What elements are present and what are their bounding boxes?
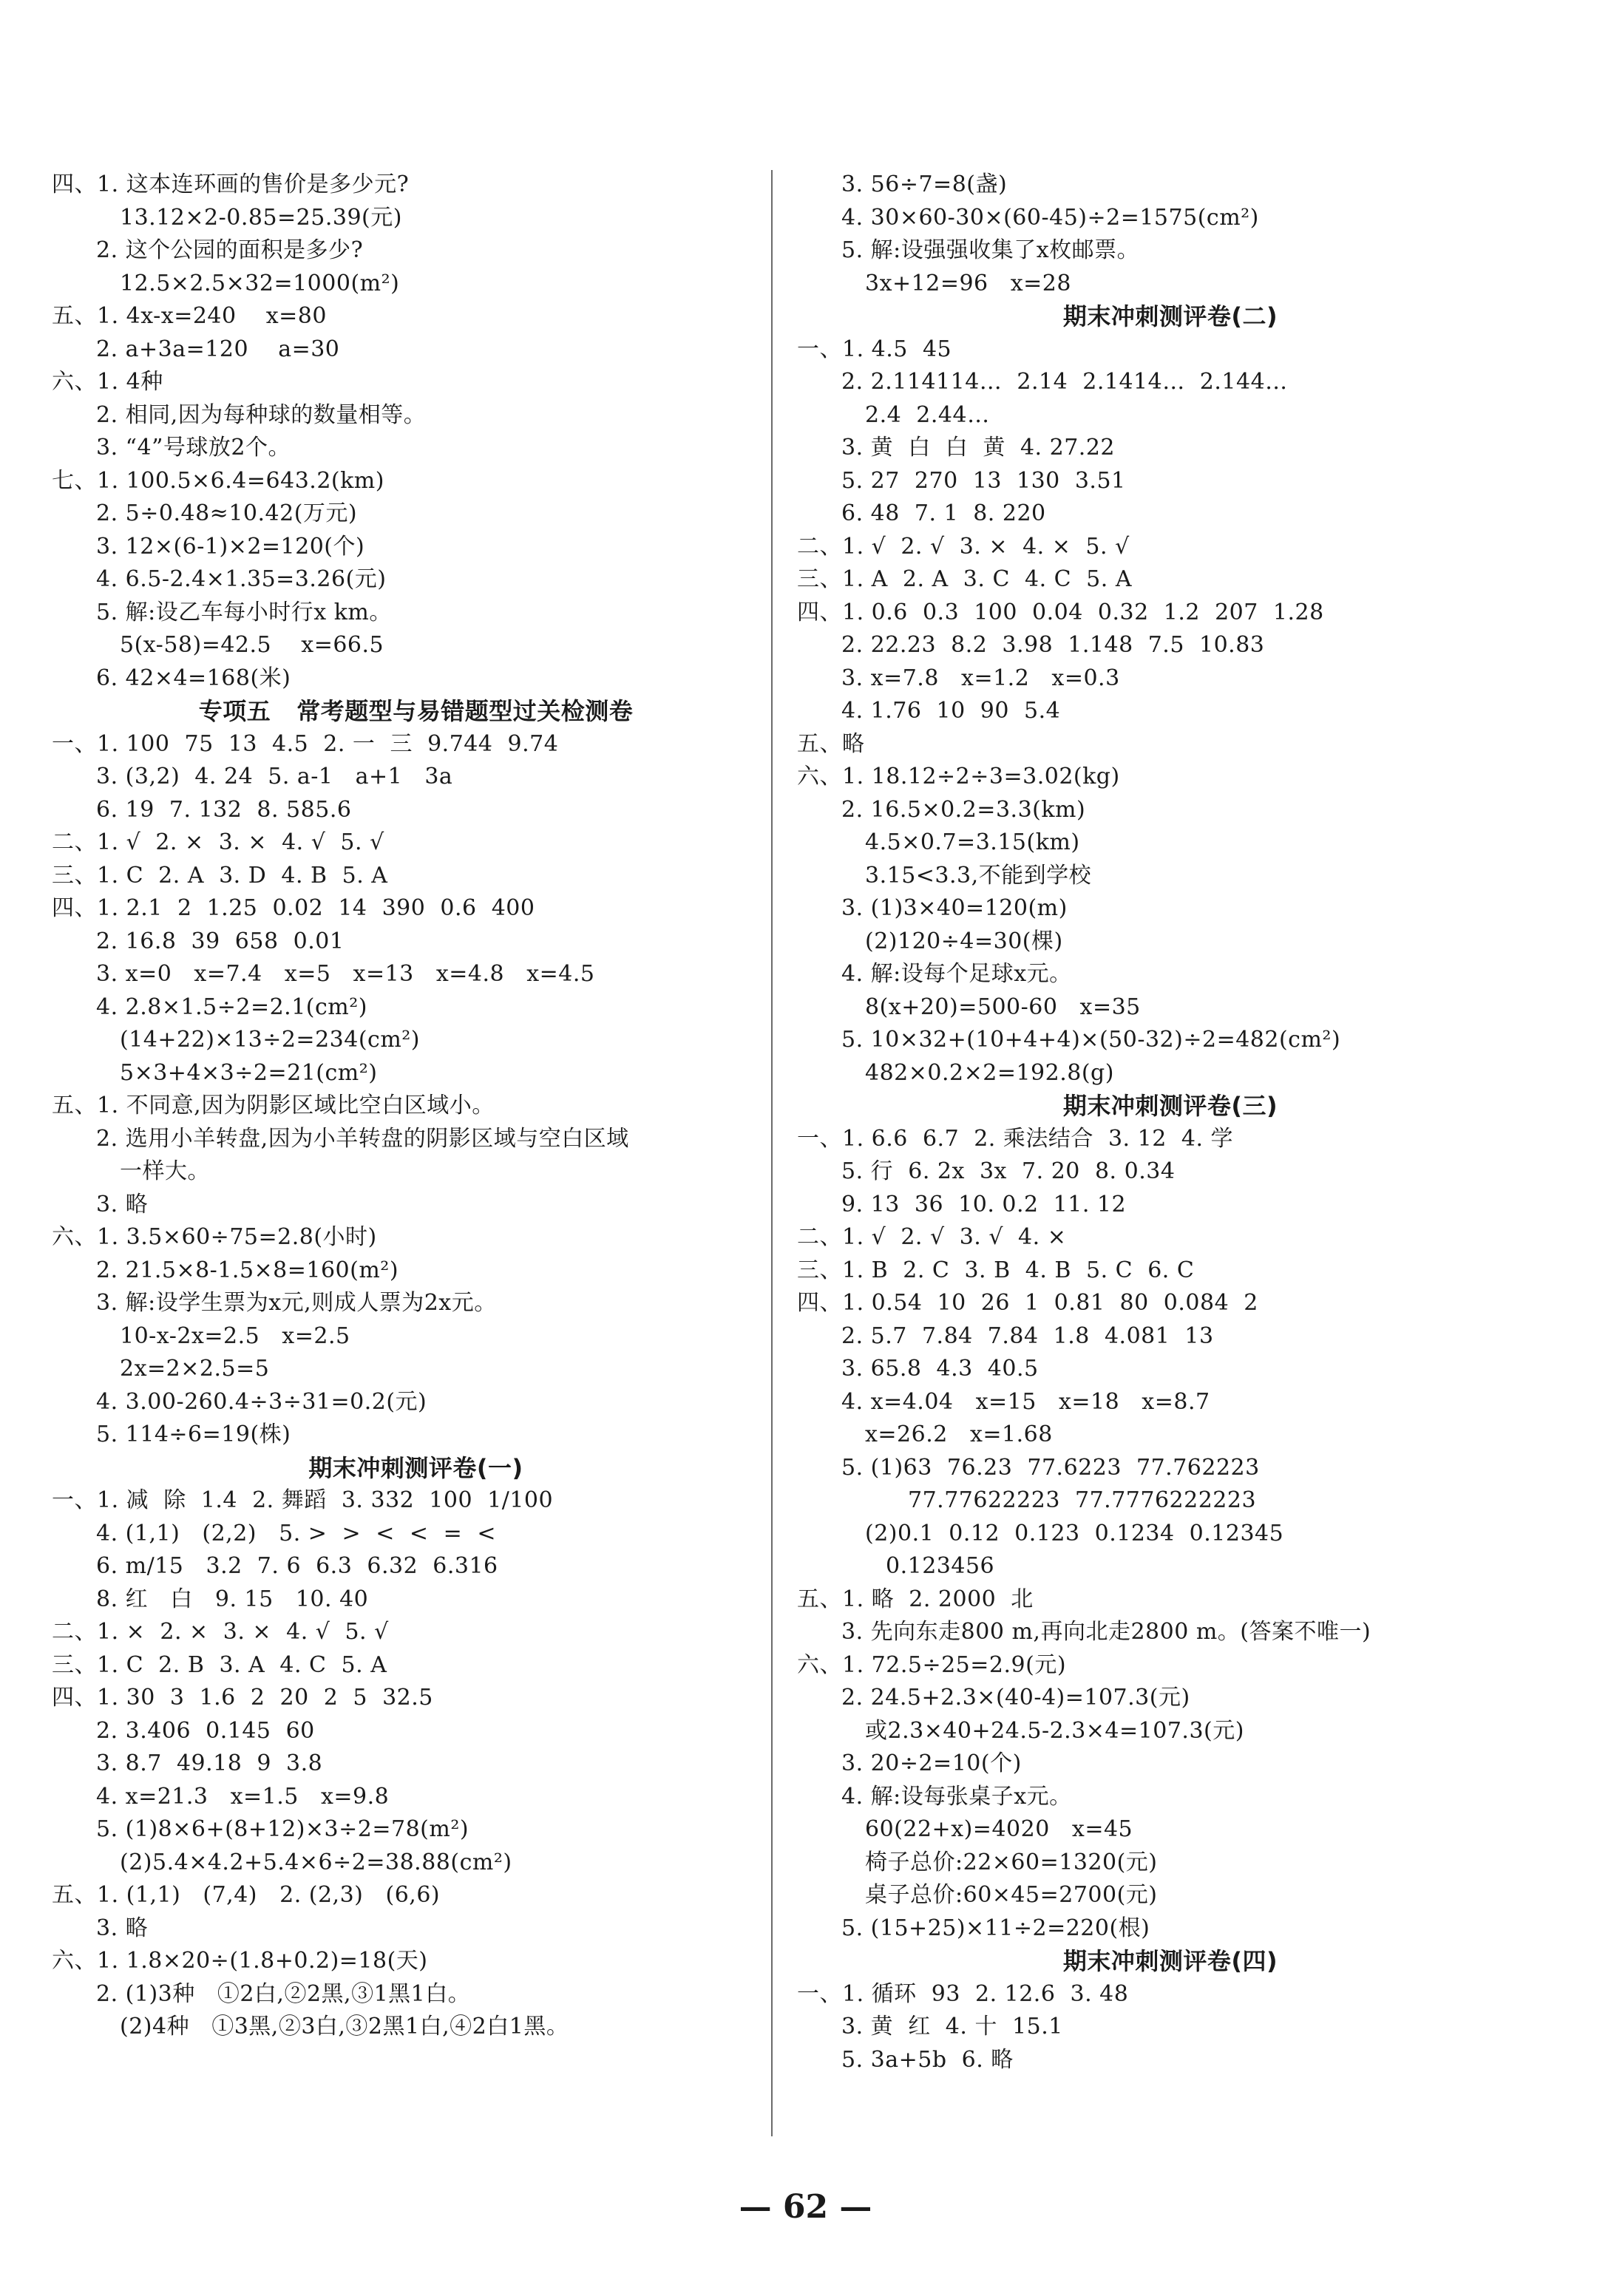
answer-line: 2. 选用小羊转盘,因为小羊转盘的阴影区域与空白区域 <box>96 1125 629 1152</box>
answer-line: 六、1. 18.12÷2÷3=3.02(kg) <box>797 764 1120 789</box>
answer-line: 2. 5.7 7.84 7.84 1.8 4.081 13 <box>841 1322 1214 1349</box>
answer-line: 2. a+3a=120 a=30 <box>96 336 340 362</box>
answer-line: 2. 16.5×0.2=3.3(km) <box>841 796 1086 823</box>
answer-line: 三、1. C 2. B 3. A 4. C 5. A <box>52 1651 387 1678</box>
answer-line: 6. m/15 3.2 7. 6 6.3 6.32 6.316 <box>96 1553 498 1579</box>
answer-line: 3. 略 <box>96 1915 149 1941</box>
answer-line: 4. 2.8×1.5÷2=2.1(cm²) <box>96 994 367 1020</box>
answer-line: 四、1. 30 3 1.6 2 20 2 5 32.5 <box>52 1685 433 1711</box>
answer-line: 五、1. 略 2. 2000 北 <box>797 1586 1034 1612</box>
answer-line: 12.5×2.5×32=1000(m²) <box>120 270 400 296</box>
answer-line: 4. 3.00-260.4÷3÷31=0.2(元) <box>96 1388 427 1415</box>
answer-line: 3. (1)3×40=120(m) <box>841 895 1068 921</box>
answer-line: 2. 16.8 39 658 0.01 <box>96 928 345 954</box>
answer-line: 3. 黄 红 4. 十 15.1 <box>841 2014 1063 2039</box>
answer-line: 一样大。 <box>120 1158 210 1184</box>
answer-line: 五、1. 不同意,因为阴影区域比空白区域小。 <box>52 1093 495 1118</box>
answer-line: 10-x-2x=2.5 x=2.5 <box>120 1322 350 1349</box>
answer-line: 一、1. 减 除 1.4 2. 舞蹈 3. 332 100 1/100 <box>52 1487 554 1513</box>
right-column <box>797 169 1544 2076</box>
answer-line: 5. 27 270 13 130 3.51 <box>841 467 1126 494</box>
answer-line: 桌子总价:60×45=2700(元) <box>865 1882 1158 1908</box>
answer-line: 4. x=4.04 x=15 x=18 x=8.7 <box>841 1388 1210 1415</box>
answer-line: 60(22+x)=4020 x=45 <box>865 1816 1133 1842</box>
answer-line: 3. 先向东走800 m,再向北走2800 m。(答案不唯一) <box>841 1619 1371 1645</box>
answer-line: 3. x=7.8 x=1.2 x=0.3 <box>841 665 1120 691</box>
answer-line: 一、1. 4.5 45 <box>797 336 952 362</box>
answer-line: 3. 20÷2=10(个) <box>841 1750 1022 1776</box>
answer-line: 4. 30×60-30×(60-45)÷2=1575(cm²) <box>841 204 1259 231</box>
answer-line: 6. 42×4=168(米) <box>96 665 291 691</box>
answer-line: 13.12×2-0.85=25.39(元) <box>120 204 402 231</box>
answer-line: 二、1. √ 2. √ 3. √ 4. × <box>797 1224 1067 1250</box>
answer-line: 2. 22.23 8.2 3.98 1.148 7.5 10.83 <box>841 632 1265 658</box>
answer-line: 4.5×0.7=3.15(km) <box>865 829 1080 855</box>
answer-line: 8. 红 白 9. 15 10. 40 <box>96 1586 369 1612</box>
answer-line: 3. 8.7 49.18 9 3.8 <box>96 1750 323 1776</box>
answer-line: 3. 65.8 4.3 40.5 <box>841 1356 1039 1382</box>
answer-line: 三、1. C 2. A 3. D 4. B 5. A <box>52 862 388 889</box>
section-heading: 期末冲刺测评卷(二) <box>1062 302 1278 330</box>
answer-line: 2. 3.406 0.145 60 <box>96 1717 315 1744</box>
answer-line: 五、1. (1,1) (7,4) 2. (2,3) (6,6) <box>52 1882 441 1908</box>
answer-line: 4. (1,1) (2,2) 5. > > < < = < <box>96 1520 496 1546</box>
answer-line: 5. 3a+5b 6. 略 <box>841 2046 1014 2073</box>
answer-line: 4. 1.76 10 90 5.4 <box>841 698 1061 724</box>
answer-line: 3. 解:设学生票为x元,则成人票为2x元。 <box>96 1290 497 1316</box>
answer-line: 2. 21.5×8-1.5×8=160(m²) <box>96 1257 399 1283</box>
answer-line: 4. 解:设每张桌子x元。 <box>841 1783 1072 1810</box>
section-heading: 期末冲刺测评卷(三) <box>1062 1092 1278 1120</box>
answer-line: 四、1. 2.1 2 1.25 0.02 14 390 0.6 400 <box>52 895 535 921</box>
section-heading: 期末冲刺测评卷(一) <box>308 1453 523 1482</box>
answer-line: 4. 6.5-2.4×1.35=3.26(元) <box>96 566 387 592</box>
answer-line: (2)0.1 0.12 0.123 0.1234 0.12345 <box>865 1520 1284 1546</box>
answer-line: 六、1. 1.8×20÷(1.8+0.2)=18(天) <box>52 1948 428 1974</box>
answer-line: 二、1. × 2. × 3. × 4. √ 5. √ <box>52 1619 389 1645</box>
section-heading: 专项五 常考题型与易错题型过关检测卷 <box>198 697 634 725</box>
answer-line: 一、1. 循环 93 2. 12.6 3. 48 <box>797 1980 1129 2007</box>
page-number: — 62 — <box>739 2188 872 2226</box>
answer-line: 5. (1)63 76.23 77.6223 77.762223 <box>841 1454 1260 1481</box>
answer-line: 2. 24.5+2.3×(40-4)=107.3(元) <box>841 1685 1190 1711</box>
answer-line: 3. x=0 x=7.4 x=5 x=13 x=4.8 x=4.5 <box>96 961 595 987</box>
answer-line: 4. x=21.3 x=1.5 x=9.8 <box>96 1783 390 1810</box>
answer-line: x=26.2 x=1.68 <box>865 1422 1053 1447</box>
answer-line: 4. 解:设每个足球x元。 <box>841 961 1072 987</box>
answer-line: 三、1. A 2. A 3. C 4. C 5. A <box>797 566 1132 592</box>
answer-line: 2.4 2.44… <box>865 401 990 428</box>
answer-line: 5×3+4×3÷2=21(cm²) <box>120 1059 378 1086</box>
answer-line: 二、1. √ 2. × 3. × 4. √ 5. √ <box>52 829 384 855</box>
answer-line: 5(x-58)=42.5 x=66.5 <box>120 632 384 658</box>
answer-line: 或2.3×40+24.5-2.3×4=107.3(元) <box>865 1717 1244 1744</box>
answer-line: 四、1. 0.6 0.3 100 0.04 0.32 1.2 207 1.28 <box>797 599 1324 625</box>
left-column <box>52 169 780 2044</box>
answer-line: 2. 2.114114… 2.14 2.1414… 2.144… <box>841 369 1288 395</box>
answer-line: 3. 黄 白 白 黄 4. 27.22 <box>841 435 1115 461</box>
answer-line: 2. 这个公园的面积是多少? <box>96 237 364 263</box>
answer-line: 六、1. 4种 <box>52 369 163 395</box>
section-heading: 期末冲刺测评卷(四) <box>1062 1947 1278 1975</box>
answer-line: 3. 56÷7=8(盏) <box>841 171 1008 197</box>
answer-line: (14+22)×13÷2=234(cm²) <box>120 1027 421 1053</box>
answer-line: (2)4种 ①3黑,②3白,③2黑1白,④2白1黑。 <box>120 2014 569 2039</box>
answer-line: 2. 5÷0.48≈10.42(万元) <box>96 500 358 526</box>
answer-line: 5. 行 6. 2x 3x 7. 20 8. 0.34 <box>841 1158 1176 1184</box>
answer-line: 一、1. 100 75 13 4.5 2. 一 三 9.744 9.74 <box>52 730 559 757</box>
answer-line: 七、1. 100.5×6.4=643.2(km) <box>52 467 384 494</box>
answer-line: 2. 相同,因为每种球的数量相等。 <box>96 401 427 428</box>
answer-line: 3. (3,2) 4. 24 5. a-1 a+1 3a <box>96 764 453 789</box>
answer-line: 3.15<3.3,不能到学校 <box>865 862 1092 889</box>
answer-line: 6. 48 7. 1 8. 220 <box>841 500 1046 526</box>
answer-line: 482×0.2×2=192.8(g) <box>865 1059 1114 1086</box>
answer-line: 8(x+20)=500-60 x=35 <box>865 994 1141 1020</box>
answer-line: 9. 13 36 10. 0.2 11. 12 <box>841 1191 1127 1217</box>
answer-line: 5. 解:设强强收集了x枚邮票。 <box>841 237 1140 263</box>
answer-line: 六、1. 72.5÷25=2.9(元) <box>797 1651 1067 1678</box>
answer-line: 六、1. 3.5×60÷75=2.8(小时) <box>52 1224 377 1250</box>
answer-line: 0.123456 <box>886 1553 995 1579</box>
answer-line: 五、1. 4x-x=240 x=80 <box>52 303 327 329</box>
answer-line: 2. (1)3种 ①2白,②2黑,③1黑1白。 <box>96 1980 471 2007</box>
answer-line: (2)5.4×4.2+5.4×6÷2=38.88(cm²) <box>120 1849 512 1875</box>
answer-line: 6. 19 7. 132 8. 585.6 <box>96 796 352 823</box>
answer-line: 5. 10×32+(10+4+4)×(50-32)÷2=482(cm²) <box>841 1027 1341 1053</box>
answer-line: (2)120÷4=30(棵) <box>865 928 1063 954</box>
answer-line: 3. 12×(6-1)×2=120(个) <box>96 533 365 560</box>
answer-line: 3. “4”号球放2个。 <box>96 435 291 461</box>
answer-line: 5. 解:设乙车每小时行x km。 <box>96 599 392 625</box>
answer-line: 3x+12=96 x=28 <box>865 270 1071 296</box>
answer-line: 5. (15+25)×11÷2=220(根) <box>841 1915 1150 1941</box>
answer-line: 三、1. B 2. C 3. B 4. B 5. C 6. C <box>797 1257 1195 1283</box>
answer-line: 77.77622223 77.7776222223 <box>908 1487 1257 1513</box>
answer-line: 二、1. √ 2. √ 3. × 4. × 5. √ <box>797 533 1130 560</box>
answer-line: 椅子总价:22×60=1320(元) <box>865 1849 1158 1875</box>
answer-line: 四、1. 这本连环画的售价是多少元? <box>52 171 410 197</box>
answer-line: 5. (1)8×6+(8+12)×3÷2=78(m²) <box>96 1816 469 1842</box>
answer-line: 五、略 <box>797 730 865 757</box>
answer-line: 2x=2×2.5=5 <box>120 1356 270 1382</box>
answer-line: 5. 114÷6=19(株) <box>96 1422 291 1447</box>
column-divider <box>771 170 773 2136</box>
answer-line: 一、1. 6.6 6.7 2. 乘法结合 3. 12 4. 学 <box>797 1125 1234 1152</box>
answer-line: 四、1. 0.54 10 26 1 0.81 80 0.084 2 <box>797 1290 1258 1316</box>
answer-line: 3. 略 <box>96 1191 149 1217</box>
